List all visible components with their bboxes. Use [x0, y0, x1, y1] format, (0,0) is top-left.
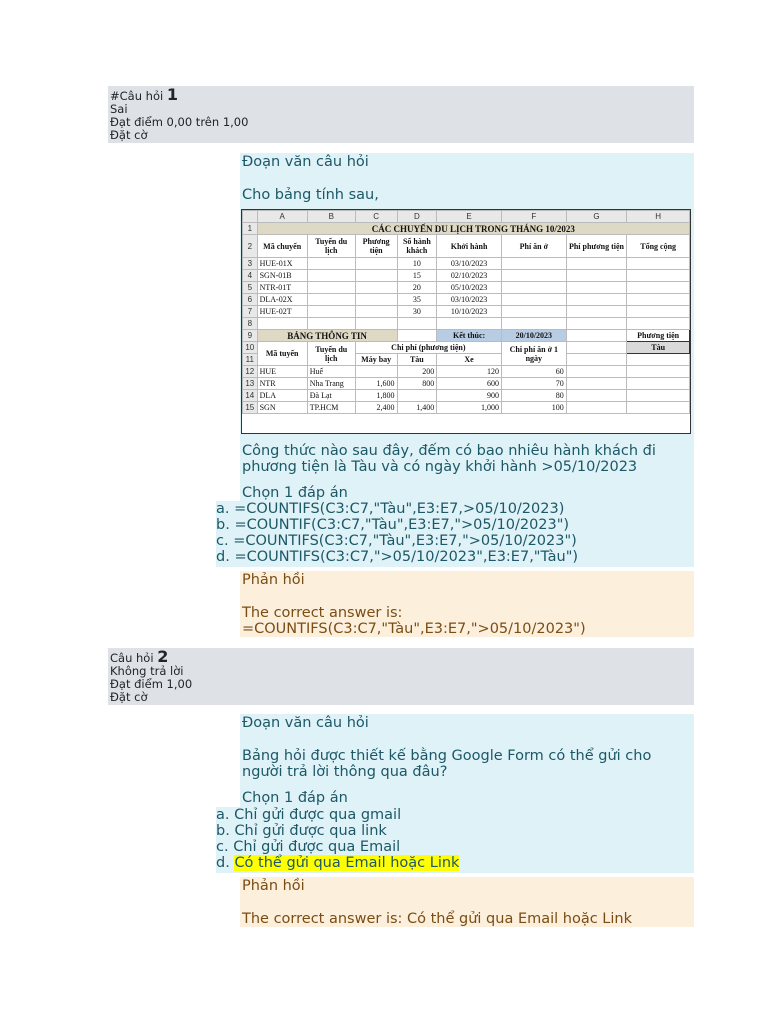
question-prompt: Bảng hỏi được thiết kế bằng Google Form có thể gửi cho người trả lời thông qua đâu?: [242, 748, 652, 780]
question-score: Đạt điểm 1,00: [110, 677, 193, 691]
sheet-title: CÁC CHUYẾN DU LỊCH TRONG THÁNG 10/2023: [257, 223, 689, 235]
trip-row: 4 SGN-01B 15 02/10/2023: [243, 270, 690, 282]
answer-options: [216, 807, 694, 873]
answer-option-b[interactable]: b. =COUNTIF(C3:C7,"Tàu",E3:E7,">05/10/2023"): [216, 517, 570, 533]
flag-question-link[interactable]: Đặt cờ: [110, 128, 148, 142]
sheet-row-11: 11 Máy bay Tàu Xe: [243, 354, 690, 366]
feedback-label: Phản hồi: [242, 878, 305, 894]
answer-option-b[interactable]: b. Chỉ gửi được qua link: [216, 823, 387, 839]
correct-answer-text: The correct answer is: Có thể gửi qua Email hoặc Link: [242, 911, 633, 927]
question-text-label: Đoạn văn câu hỏi: [242, 154, 369, 170]
answer-option-d[interactable]: d. =COUNTIFS(C3:C7,">05/10/2023",E3:E7,"Tàu"): [216, 549, 579, 565]
question-2-info: [108, 648, 694, 705]
choose-one-label: Chọn 1 đáp án: [242, 485, 348, 501]
sheet-row-9: 9 BẢNG THÔNG TIN Kết thúc: 20/10/2023 Phương tiện: [243, 330, 690, 342]
question-1-prompt: [240, 443, 694, 503]
info-table-title: BẢNG THÔNG TIN: [257, 330, 397, 342]
trip-row: 3 HUE-01X 10 03/10/2023: [243, 258, 690, 270]
sheet-row-10: 10 Mã tuyến Tuyến du lịch Chi phí (phương tiện) Chi phí ăn ở 1 ngày Tàu: [243, 342, 690, 354]
trip-row: 6 DLA-02X 35 03/10/2023: [243, 294, 690, 306]
question-score: Đạt điểm 0,00 trên 1,00: [110, 115, 249, 129]
correct-answer-formula: =COUNTIFS(C3:C7,"Tàu",E3:E7,">05/10/2023"): [242, 621, 586, 637]
route-row: 14 DLA Đà Lạt 1,800 900 80: [243, 390, 690, 402]
spreadsheet-image: [241, 209, 691, 434]
question-status: Sai: [110, 102, 128, 116]
question-1-info: [108, 86, 694, 143]
question-2-text: [240, 714, 694, 808]
sheet-row-2: 2 Mã chuyến Tuyến du lịch Phương tiện Số hành khách Khởi hành Phí ăn ở Phí phương tiện Tổng cộng: [243, 235, 690, 258]
question-status: Không trả lời: [110, 664, 184, 678]
trip-row: 7 HUE-02T 30 10/10/2023: [243, 306, 690, 318]
end-date: 20/10/2023: [501, 330, 566, 342]
sheet-row-1: 1 CÁC CHUYẾN DU LỊCH TRONG THÁNG 10/2023: [243, 223, 690, 235]
route-row: 12 HUE Huế 200 120 60: [243, 366, 690, 378]
question-number: Câu hỏi 2: [110, 647, 169, 666]
end-label: Kết thúc:: [437, 330, 502, 342]
question-2-feedback: [240, 877, 694, 927]
flag-question-link[interactable]: Đặt cờ: [110, 690, 148, 704]
question-number: #Câu hỏi 1: [110, 85, 178, 104]
question-intro: Cho bảng tính sau,: [242, 187, 379, 203]
answer-options: [216, 501, 694, 567]
answer-option-a[interactable]: a. Chỉ gửi được qua gmail: [216, 807, 402, 823]
feedback-label: Phản hồi: [242, 572, 305, 588]
answer-option-a[interactable]: a. =COUNTIFS(C3:C7,"Tàu",E3:E7,>05/10/2023): [216, 501, 565, 517]
question-text-label: Đoạn văn câu hỏi: [242, 715, 369, 731]
vehicle-label: Phương tiện: [627, 330, 690, 342]
answer-option-d[interactable]: d. Có thể gửi qua Email hoặc Link: [216, 855, 460, 871]
question-1-feedback: [240, 571, 694, 637]
answer-option-c[interactable]: c. =COUNTIFS(C3:C7,"Tàu",E3:E7,">05/10/2023"): [216, 533, 577, 549]
question-prompt: Công thức nào sau đây, đếm có bao nhiêu hành khách đi phương tiện là Tàu và có ngày khởi hành >05/10/2023: [242, 443, 656, 475]
route-row: 13 NTR Nha Trang 1,600 800 600 70: [243, 378, 690, 390]
selected-answer-highlight: Có thể gửi qua Email hoặc Link: [234, 855, 460, 871]
route-row: 15 SGN TP.HCM 2,400 1,400 1,000 100: [243, 402, 690, 414]
answer-option-c[interactable]: c. Chỉ gửi được qua Email: [216, 839, 401, 855]
column-header-row: A B C D E F G H: [243, 211, 690, 223]
trip-row: 5 NTR-01T 20 05/10/2023: [243, 282, 690, 294]
sheet-row-8: 8: [243, 318, 690, 330]
vehicle-value: Tàu: [627, 342, 690, 354]
choose-one-label: Chọn 1 đáp án: [242, 790, 348, 806]
correct-answer-text: The correct answer is:: [242, 605, 403, 621]
